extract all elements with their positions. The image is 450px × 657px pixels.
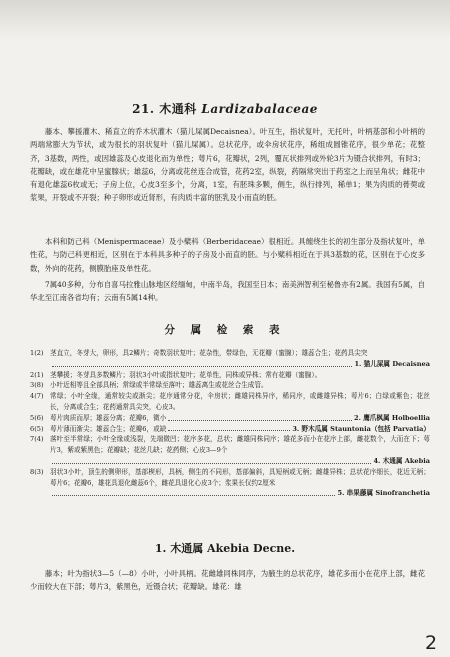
key-entry <box>30 370 430 381</box>
key-entry <box>30 380 430 391</box>
scan-shadow <box>0 0 450 40</box>
key-entry-text: 茎攀援；冬芽具多数鳞片；羽状3小叶或指状复叶；花单性，同株或异株；常有花瓣（蜜腺）。 <box>50 370 322 379</box>
key-entry-number: 7(4) <box>30 435 44 444</box>
key-entry-text: 萼片薄而渐尖；雄蕊合生；花瓣6，或缺 <box>50 424 167 433</box>
key-entry-number: 8(3) <box>30 467 44 476</box>
key-entry-text: 常绿；小叶全缘，通常较尖或渐尖；花序通常分花，伞房状；雌雄同株异序，稀同序，或雌雄异株；萼片6；白绿或紫色；花丝长，分离或合生；花药通常具尖突，心皮3。 <box>50 392 430 411</box>
key-entry <box>30 424 430 435</box>
key-entry-text: 小叶近相等且全部具柄；常绿或半常绿至落叶；雄蕊离生或花丝合生成管。 <box>50 381 268 390</box>
key-entry <box>30 391 430 413</box>
key-entry-genus: 1. 猫儿屎属 Decaisnea <box>354 359 430 368</box>
page-number: 2 <box>425 632 438 654</box>
family-name-cn: 木通科 <box>159 102 197 116</box>
key-entry-text: 萼片肉质而厚；雄蕊分离；花瓣6，微小 <box>50 413 167 422</box>
key-entry-text: 落叶至半常绿；小叶全缘或浅裂，先端微凹；花序多花，总状；雌雄同株同序；雄花多而小在花序上部，雌花数个，大而在下；萼片3，紫或紫黑色；花瓣缺；花丝几缺；花药侧；心皮3—9个 <box>50 435 430 455</box>
key-entry <box>30 413 430 424</box>
genus-heading <box>0 540 450 556</box>
genus-name-cn: 木通属 <box>170 542 204 555</box>
genus-key <box>30 348 430 499</box>
key-entry-number: 3(8) <box>30 381 44 390</box>
key-entry-number: 1(2) <box>30 349 44 357</box>
key-entry-text: 茎直立，冬芽大，卵形，具2鳞片；奇数羽状复叶；花杂性，带绿色，无花瓣（蜜腺）；雄蕊合生；花药具尖突 <box>50 349 368 357</box>
key-entry-number: 2(1) <box>30 370 44 379</box>
family-name-latin: Lardizabalaceae <box>201 102 318 116</box>
key-entry-genus: 4. 木通属 Akebia <box>373 456 430 465</box>
key-entry-text: 羽状3小叶，顶生的侧卵形，基部楔形，具柄，侧生的不同形，基部偏斜，具短柄或无柄；雌雄异株；总状花序细长，花近无柄；萼片6；花瓣6，雄花具退化雌蕊6个，雌花具退化心皮3个；浆果长仅约2厘米 <box>50 467 430 487</box>
genus-number: 1. <box>154 542 167 555</box>
family-number: 21. <box>132 102 155 116</box>
family-description: 藤本、攀援灌木、稀直立的乔木状灌木（猫儿屎属Decaisnea）。叶互生，指状复叶，无托叶，叶柄基部和小叶柄的两端常膨大为节状，或为很长的羽状复叶（猫儿屎属）。总状花序，或伞房状花序，稀组成圆锥花序，很少单花；花整齐，3基数，两性，或因雄蕊及心皮退化而为单性；萼片6，花瓣状，2列，覆瓦状排列或外轮3片为镊合状排列，有时3；花瓣缺，或在雄花中呈蜜腺状；雄蕊6，分离或花丝连合成管，花药2室，纵裂，药隔常突出于药室之上而呈角状；雌花中有退化雄蕊6枚或无；子房上位，心皮3至多个，分离，1室，有胚珠多颗，侧生，纵行排列，稀单1；果为肉质的蓇葖或浆果，开裂或不开裂；种子卵形或近肾形，有肉质丰富的胚乳及小而直的胚。 <box>30 127 425 203</box>
key-entry-number: 6(5) <box>30 424 44 433</box>
key-entry-number: 5(6) <box>30 413 44 422</box>
genus-author: Decne. <box>253 542 296 555</box>
key-entry <box>30 434 430 466</box>
key-entry-genus: 3. 野木瓜属 Stauntonia（包括 Parvatia） <box>292 424 430 433</box>
key-entry-number: 4(7) <box>30 392 44 401</box>
genus-name-latin: Akebia <box>207 542 250 555</box>
key-title: 分 属 检 索 表 <box>164 324 286 336</box>
key-entry <box>30 467 430 499</box>
family-relations: 本科和防己科（Menispermaceae）及小檗科（Berberidaceae）很相近。具缠绕生长的初生部分及指状复叶，单性花，与防己科更相近，区别在于本科具多种子的子房及小而直的胚。与小檗科相近在于具3基数的花，区别在于心皮多数，外向的花药，侧膜胎座及单性花。 <box>30 237 425 273</box>
family-heading <box>0 100 450 117</box>
family-distribution: 7属40多种，分布自喜马拉雅山脉地区经缅甸，中南半岛，我国至日本；南美洲智利至秘鲁亦有2属。我国有5属，自华北至江南各省均有；云南有5属14种。 <box>30 280 425 303</box>
key-entry-genus: 2. 鹰爪枫属 Holboellia <box>354 413 430 422</box>
genus-description: 藤本；叶为指状3—5（—8）小叶，小叶具柄。花雌雄同株同序，为腋生的总状花序，雄花多而小在花序上部，雌花少而较大在下部；萼片3，紫黑色，近镊合状；花瓣缺。雄花：雄 <box>30 569 425 592</box>
key-entry <box>30 348 430 370</box>
key-entry-genus: 5. 串果藤属 Sinofranchetia <box>337 489 430 498</box>
